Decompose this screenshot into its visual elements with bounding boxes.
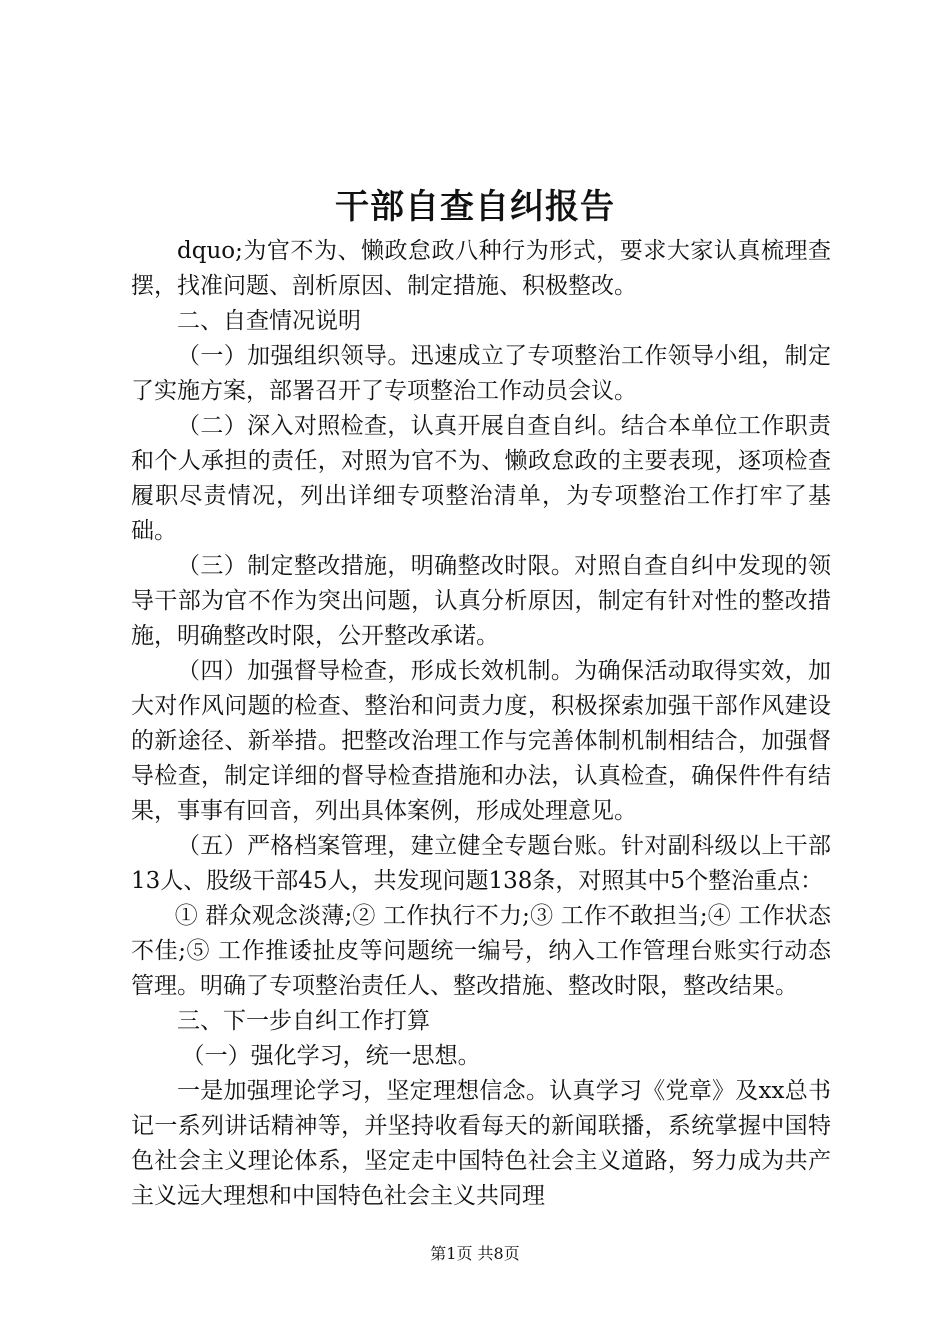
document-body: [131, 234, 831, 1214]
subheading-study: （一）强化学习，统一思想。: [181, 1043, 481, 1069]
section-heading-3: 三、下一步自纠工作打算: [177, 1008, 430, 1034]
document-title: 干部自查自纠报告: [335, 187, 615, 227]
paragraph-item-4: （四）加强督导检查，形成长效机制。为确保活动取得实效，加大对作风问题的检查、整治和问责力度，积极探索加强干部作风建设的新途径、新举措。把整改治理工作与完善体制机制相结合，加强督导检查，制定详细的督导检查措施和办法，认真检查，确保件件有结果，事事有回音，列出具体案例，形成处理意见。: [131, 658, 831, 824]
paragraph-key-points: ① 群众观念淡薄;② 工作执行不力;③ 工作不敢担当;④ 工作状态不佳;⑤ 工作推诿扯皮等问题统一编号，纳入工作管理台账实行动态管理。明确了专项整治责任人、整改措施、整改时限，整改结果。: [131, 903, 831, 999]
paragraph-item-2: （二）深入对照检查，认真开展自查自纠。结合本单位工作职责和个人承担的责任，对照为官不为、懒政怠政的主要表现，逐项检查履职尽责情况，列出详细专项整治清单，为专项整治工作打牢了基础。: [131, 413, 831, 544]
section-heading-2: 二、自查情况说明: [177, 308, 361, 334]
paragraph-item-5: （五）严格档案管理，建立健全专题台账。针对副科级以上干部13人、股级干部45人，共发现问题138条，对照其中5个整治重点：: [131, 833, 831, 894]
paragraph-item-1: （一）加强组织领导。迅速成立了专项整治工作领导小组，制定了实施方案，部署召开了专项整治工作动员会议。: [131, 343, 831, 404]
page-footer: 第1页 共8页: [430, 1244, 520, 1263]
paragraph-intro: dquo;为官不为、懒政怠政八种行为形式，要求大家认真梳理查摆，找准问题、剖析原因、制定措施、积极整改。: [131, 238, 831, 299]
paragraph-theory-study: 一是加强理论学习，坚定理想信念。认真学习《党章》及xx总书记一系列讲话精神等，并坚持收看每天的新闻联播，系统掌握中国特色社会主义理论体系，坚定走中国特色社会主义道路，努力成为共产主义远大理想和中国特色社会主义共同理: [131, 1078, 831, 1209]
paragraph-item-3: （三）制定整改措施，明确整改时限。对照自查自纠中发现的领导干部为官不作为突出问题，认真分析原因，制定有针对性的整改措施，明确整改时限，公开整改承诺。: [131, 553, 831, 649]
